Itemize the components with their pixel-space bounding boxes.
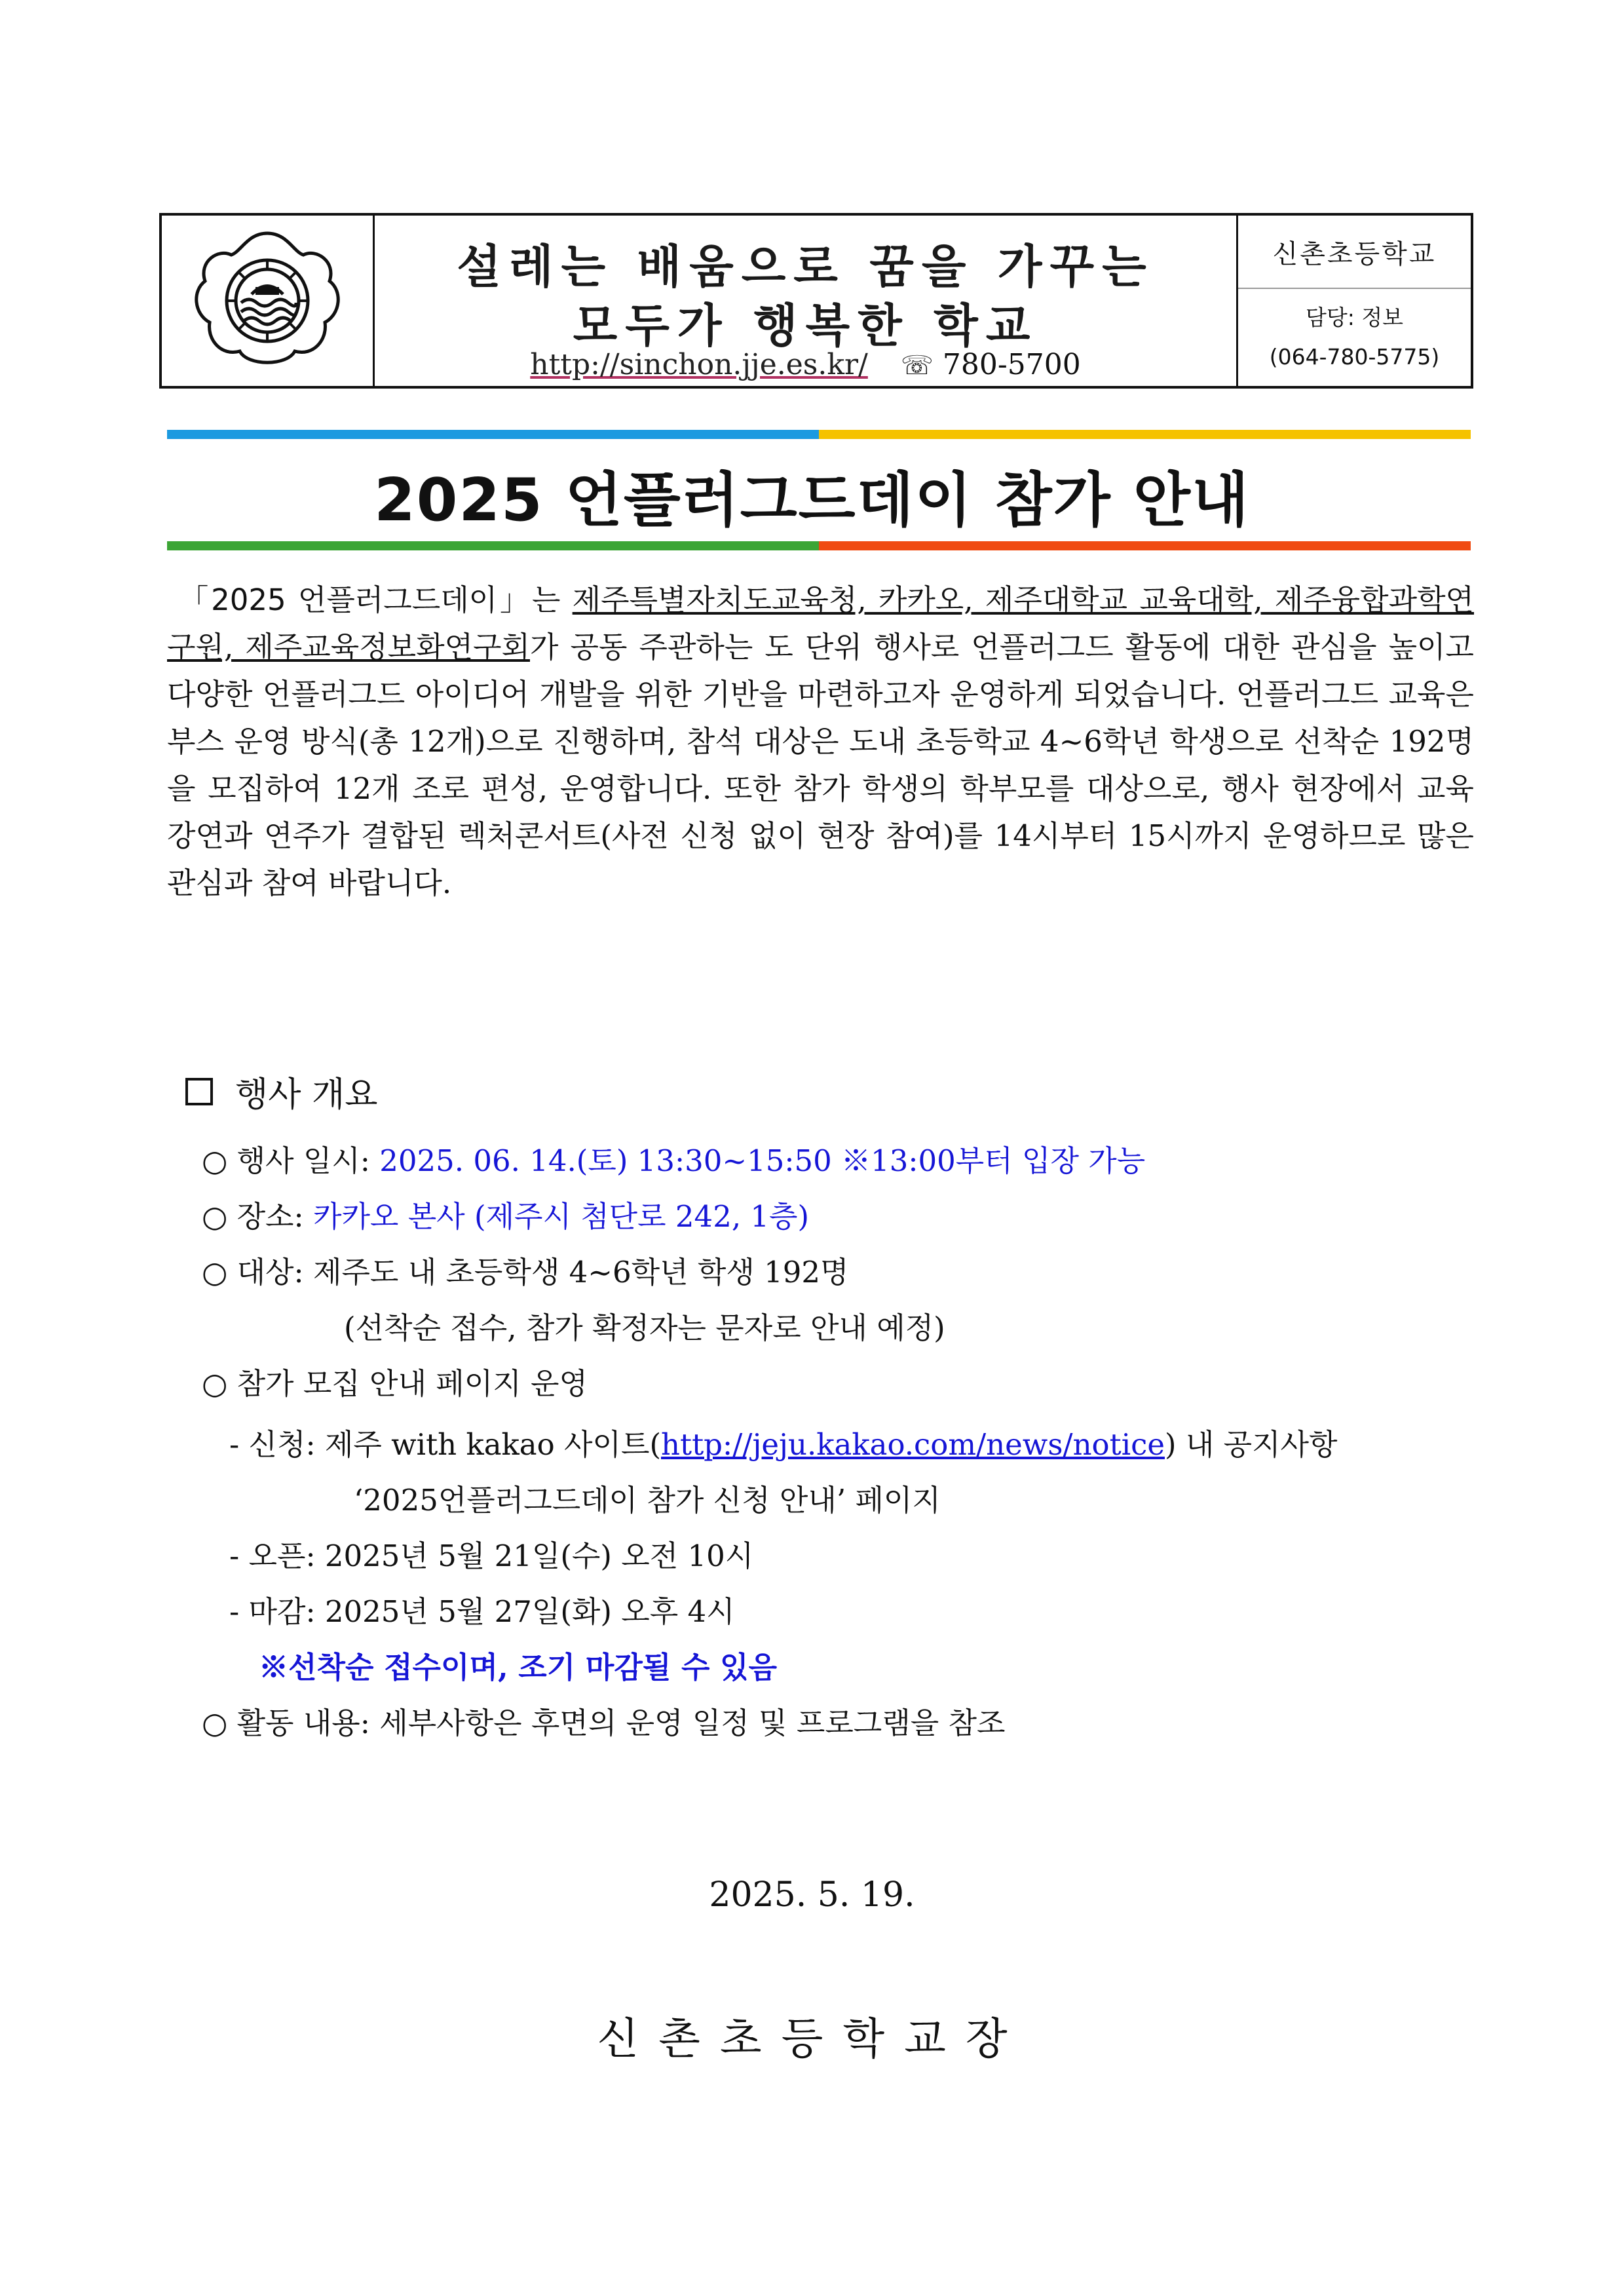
bottom-bar-orange [819,541,1471,550]
event-place-label: ○ 장소: [202,1199,313,1234]
intro-paragraph [167,577,1474,907]
apply-page-name: ‘2025언플러그드데이 참가 신청 안내’ 페이지 [354,1483,941,1518]
telephone-icon: ☏ [900,351,934,381]
event-name: 「2025 언플러그드데이」 [179,583,532,617]
recruit-page-item: ○ 참가 모집 안내 페이지 운영 [202,1366,588,1401]
intro-part-1: 는 [531,583,573,617]
principal-signature: 신촌초등학교장 [597,2014,1027,2064]
page-title: 2025 언플러그드데이 참가 안내 [374,466,1250,535]
overview-heading [185,1067,377,1116]
top-bar-yellow [819,430,1471,439]
slogan-line-2: 모두가 행복한 학교 [573,299,1038,353]
activity-item: ○ 활동 내용: 세부사항은 후면의 운영 일정 및 프로그램을 참조 [202,1706,1006,1740]
bottom-bar-green [167,541,819,550]
event-place-value: 카카오 본사 (제주시 첨단로 242, 1층) [312,1199,810,1234]
apply-label: - 신청: 제주 with kakao 사이트( [229,1427,661,1462]
event-place-item [202,1193,809,1235]
event-target-note: (선착순 접수, 참가 확정자는 문자로 안내 예정) [344,1311,945,1345]
apply-rest: ) 내 공지사항 [1164,1427,1338,1462]
school-logo-cell [162,216,375,386]
school-phone: 780-5700 [942,348,1081,381]
intro-part-2: 가 공동 주관하는 도 단위 행사로 언플러그드 활동에 대한 관심을 높이고 다양한 언플러그드 아이디어 개발을 위한 기반을 마련하고자 운영하게 되었습니다. 언플러그드 교육은 부스 운영 방식(총 12개)으로 진행하며, 참석 대상은 도내 초등학교 4~6학년 학생으로 선착순 192명을 모집하여 12개 조로 편성, 운영합니다. 또한 참가 학생의 학부모를 대상으로, 행사 현장에서 교육 강연과 연주가 결합된 렉처콘서트(사전 신청 없이 현장 참여)를 14시부터 15시까지 운영하므로 많은 관심과 참여 바랍니다. [167,630,1474,900]
school-info-cell [1238,216,1471,386]
open-date-item: - 오픈: 2025년 5월 21일(수) 오전 10시 [229,1539,754,1573]
school-emblem-icon [189,225,346,376]
top-bar-blue [167,430,819,439]
close-date-item: - 마감: 2025년 5월 27일(화) 오후 4시 [229,1594,735,1629]
contact-phone: (064-780-5775) [1269,344,1440,370]
close-note: ※선착순 접수이며, 조기 마감될 수 있음 [259,1650,778,1685]
slogan-cell [375,216,1238,386]
contact-person [1238,289,1471,386]
event-date-label: ○ 행사 일시: [202,1143,380,1178]
overview-heading-text: 행사 개요 [235,1075,378,1115]
school-website-link[interactable]: http://sinchon.jje.es.kr/ [530,348,868,381]
event-date-item [202,1137,1145,1179]
school-name: 신촌초등학교 [1238,216,1471,289]
event-target-item: ○ 대상: 제주도 내 초등학생 4~6학년 학생 192명 [202,1255,849,1290]
slogan-line-1: 설레는 배움으로 꿈을 가꾸는 [457,240,1154,294]
apply-item [229,1421,1337,1463]
checkbox-square-icon [185,1078,213,1105]
school-header [159,213,1473,389]
issue-date: 2025. 5. 19. [709,1875,915,1915]
organizers: 제주특별자치도교육청, 카카오, 제주대학교 교육대학, 제주융합과학연구원, 제주교육정보화연구회 [167,583,1475,664]
contact-line [375,348,1236,381]
apply-link[interactable]: http://jeju.kakao.com/news/notice [661,1427,1165,1462]
event-date-value: 2025. 06. 14.(토) 13:30~15:50 ※13:00부터 입장 가능 [379,1143,1146,1178]
contact-label: 담당: 정보 [1305,305,1404,330]
